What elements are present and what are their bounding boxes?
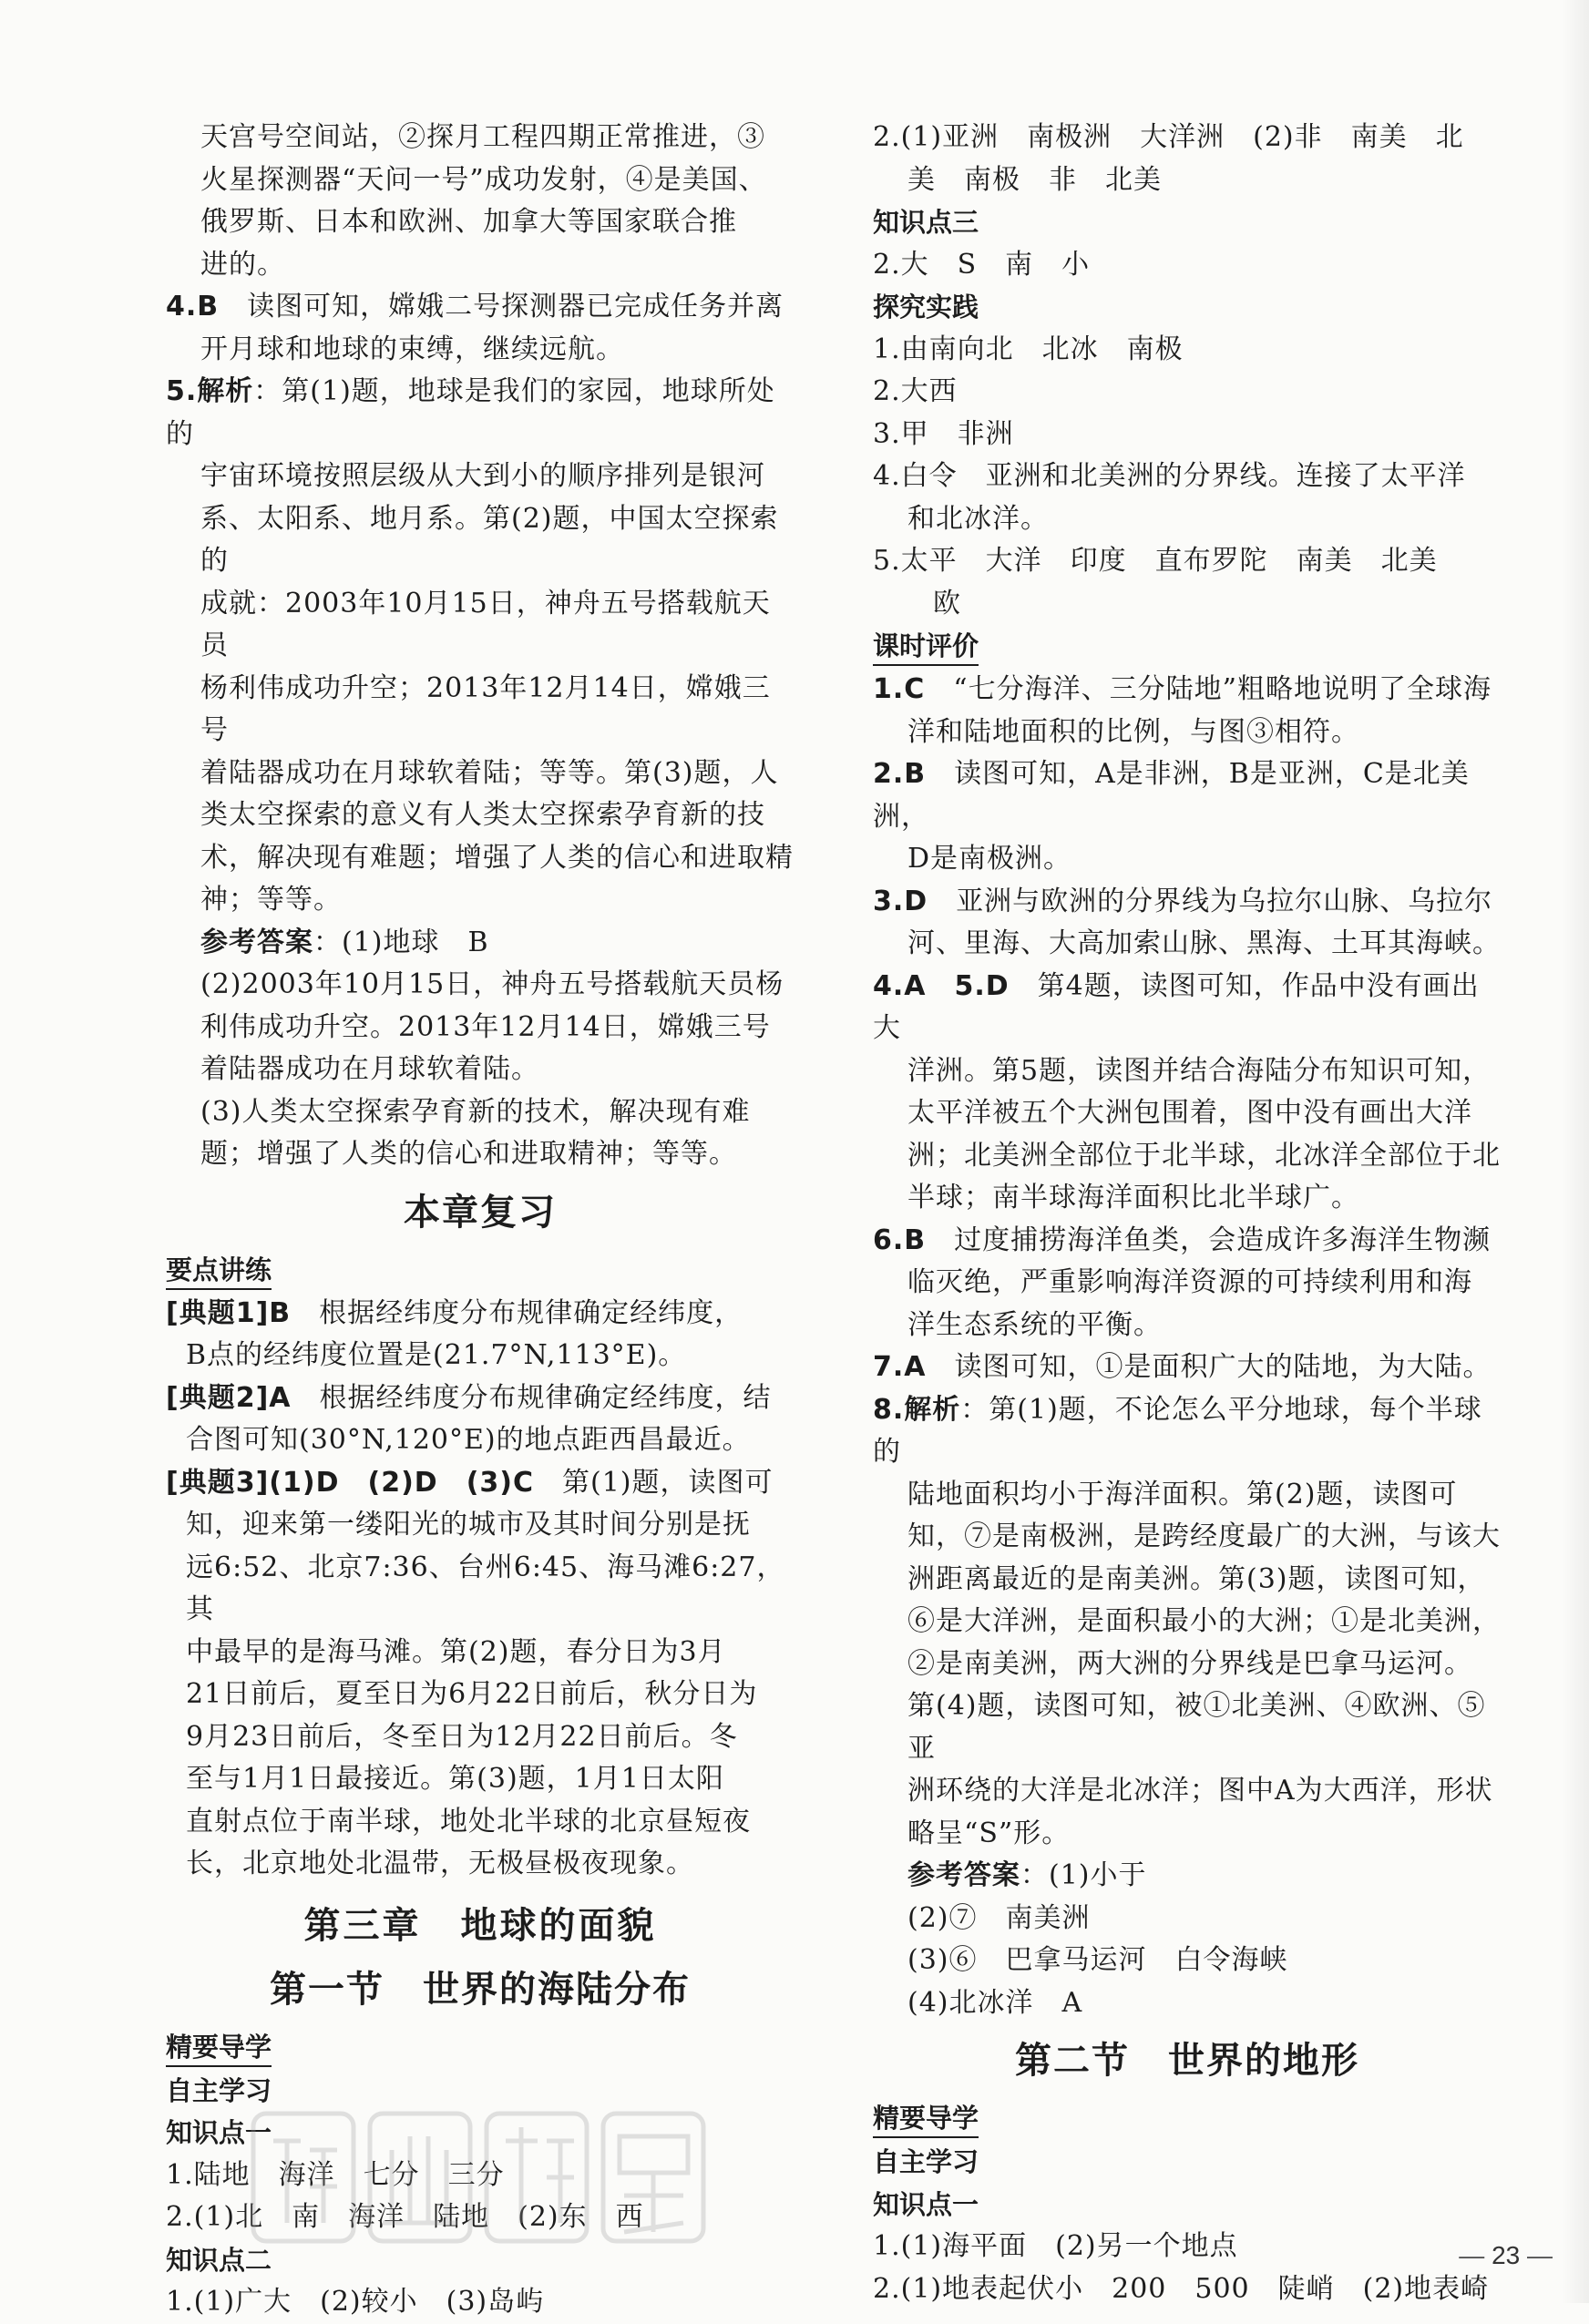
text-line: 第(4)题，读图可知，被①北美洲、④欧洲、⑤亚 xyxy=(907,1690,1486,1765)
text-line: 欧 xyxy=(933,587,961,619)
text-line: 着陆器成功在月球软着陆。 xyxy=(200,1053,539,1085)
eval-6 xyxy=(873,1220,1502,1263)
text-line: 俄罗斯、日本和欧洲、加拿大等国家联合推 xyxy=(200,206,737,238)
section-label: 课时评价 xyxy=(873,629,979,666)
text-line: 根据经纬度分布规律确定经纬度， xyxy=(319,1296,743,1329)
knowledge-point-label: 知识点一 xyxy=(166,2117,272,2148)
text-line: 知，迎来第一缕阳光的城市及其时间分别是抚 xyxy=(186,1509,751,1541)
text-line: 杨利伟成功升空；2013年12月14日，嫦娥三号 xyxy=(200,671,771,746)
right-column xyxy=(873,117,1502,2310)
answer-label: 参考答案 xyxy=(907,1859,1020,1891)
eval-7 xyxy=(873,1346,1502,1389)
subsection-label: 探究实践 xyxy=(873,292,979,322)
text-line: 火星探测器“天问一号”成功发射，④是美国、 xyxy=(200,163,767,196)
text-line: 直射点位于南半球，地处北半球的北京昼短夜 xyxy=(186,1805,751,1838)
subsection-label: 自主学习 xyxy=(873,2146,979,2177)
eval-3 xyxy=(873,881,1502,924)
text-line: ：第(1)题，不论怎么平分地球，每个半球的 xyxy=(873,1393,1482,1468)
eval-2 xyxy=(873,753,1502,838)
question-4 xyxy=(166,286,794,329)
text-line: 读图可知，嫦娥二号探测器已完成任务并离 xyxy=(247,291,784,322)
text-line: (2)2003年10月15日，神舟五号搭载航天员杨 xyxy=(200,968,784,1000)
question-number: 5.解析 xyxy=(166,375,254,407)
text-line: 和北冰洋。 xyxy=(907,502,1049,535)
text-line: 根据经纬度分布规律确定经纬度，结 xyxy=(319,1381,772,1414)
text-line: 太平洋被五个大洲包围着，图中没有画出大洋 xyxy=(907,1097,1472,1129)
text-line: 2.大西 xyxy=(873,375,958,407)
text-line: 1.由南向北 北冰 南极 xyxy=(873,333,1184,365)
text-line: 1.陆地 海洋 七分 三分 xyxy=(166,2158,505,2191)
text-line: 洲距离最近的是南美洲。第(3)题，读图可知， xyxy=(907,1562,1486,1595)
page-number: — 23 — xyxy=(1459,2241,1553,2270)
text-line: 2.大 S 南 小 xyxy=(873,248,1091,281)
text-line: 21日前后，夏至日为6月22日前后，秋分日为 xyxy=(186,1678,758,1710)
text-line: 洋洲。第5题，读图并结合海陆分布知识可知， xyxy=(907,1054,1492,1087)
text-line: 1.(1)广大 (2)较小 (3)岛屿 xyxy=(166,2286,545,2318)
text-line: 5.太平 大洋 印度 直布罗陀 南美 北美 xyxy=(873,545,1438,577)
text-line: 远6:52、北京7:36、台州6:45、海马滩6:27，其 xyxy=(186,1551,785,1625)
text-line: 半球；南半球海洋面积比北半球广。 xyxy=(907,1182,1359,1213)
text-line: 美 南极 非 北美 xyxy=(907,163,1162,196)
scan-edge-shadow xyxy=(1562,0,1589,2303)
answer-label: 参考答案 xyxy=(200,926,313,958)
knowledge-point-label: 知识点一 xyxy=(873,2188,979,2220)
question-number: 8.解析 xyxy=(873,1393,961,1426)
knowledge-point-label: 知识点三 xyxy=(873,207,979,238)
chapter-title: 第三章 地球的面貌 xyxy=(303,1904,657,1947)
text-line: 合图可知(30°N,120°E)的地点距西昌最近。 xyxy=(186,1424,751,1456)
question-number: 4.A 5.D xyxy=(873,969,1010,1002)
text-line: ：第(1)题，地球是我们的家园，地球所处的 xyxy=(166,375,775,450)
eval-8 xyxy=(873,1389,1502,1474)
section-label: 要点讲练 xyxy=(166,1253,272,1290)
question-number: 7.A xyxy=(873,1351,927,1383)
text-line: 类太空探索的意义有人类太空探索孕育新的技 xyxy=(200,799,765,831)
question-number: 6.B xyxy=(873,1223,927,1256)
text-line: 至与1月1日最接近。第(3)题，1月1日太阳 xyxy=(186,1763,724,1795)
question-number: 1.C xyxy=(873,673,926,705)
text-line: 河、里海、大高加索山脉、黑海、土耳其海峡。 xyxy=(907,927,1501,959)
example-tag: [典题3] xyxy=(166,1466,270,1499)
text-line: 第(1)题，读图可 xyxy=(562,1466,774,1499)
text-line: 临灭绝，严重影响海洋资源的可持续利用和海 xyxy=(907,1266,1472,1298)
question-number: 3.D xyxy=(873,885,928,917)
text-line: 1.(1)海平面 (2)另一个地点 xyxy=(873,2230,1238,2262)
text-line: 洲环绕的大洋是北冰洋；图中A为大西洋，形状 xyxy=(907,1775,1493,1807)
text-line: 神；等等。 xyxy=(200,884,342,916)
example-3 xyxy=(166,1462,794,1505)
left-column xyxy=(166,117,794,2324)
example-tag: [典题2]A xyxy=(166,1381,292,1414)
text-line: 略呈“S”形。 xyxy=(907,1817,1071,1849)
text-line: 洋和陆地面积的比例，与图③相符。 xyxy=(907,715,1359,748)
text-line: D是南极洲。 xyxy=(907,843,1072,875)
text-line: ②是南美洲，两大洲的分界线是巴拿马运河。 xyxy=(907,1647,1472,1680)
section-title: 第二节 世界的地形 xyxy=(1015,2040,1359,2082)
text-line: 读图可知，①是面积广大的陆地，为大陆。 xyxy=(954,1351,1492,1383)
text-line: “七分海洋、三分陆地”粗略地说明了全球海 xyxy=(953,673,1492,705)
text-line: 成就：2003年10月15日，神舟五号搭载航天员 xyxy=(200,587,771,661)
text-line: (3)⑥ 巴拿马运河 白令海峡 xyxy=(907,1944,1288,1976)
text-line: 题；增强了人类的信心和进取精神；等等。 xyxy=(200,1138,737,1170)
question-number: 2.B xyxy=(873,758,927,790)
subsection-label: 自主学习 xyxy=(166,2074,272,2106)
eval-1 xyxy=(873,669,1502,712)
text-line: (2)⑦ 南美洲 xyxy=(907,1901,1091,1934)
text-line: 2.(1)北 南 海洋 陆地 (2)东 西 xyxy=(166,2201,644,2233)
eval-4-5 xyxy=(873,966,1502,1050)
text-line: ⑥是大洋洲，是面积最小的大洲；①是北美洲， xyxy=(907,1605,1501,1637)
text-line: 宇宙环境按照层级从大到小的顺序排列是银河 xyxy=(200,460,765,492)
text-line: 长，北京地处北温带，无极昼极夜现象。 xyxy=(186,1848,694,1879)
chapter-review-title: 本章复习 xyxy=(404,1191,557,1234)
reference-answer xyxy=(166,922,794,965)
text-line: 2.(1)亚洲 南极洲 大洋洲 (2)非 南美 北 xyxy=(873,121,1464,153)
question-number: 4.B xyxy=(166,291,220,322)
text-line: B点的经纬度位置是(21.7°N,113°E)。 xyxy=(186,1339,687,1371)
text-line: 第4题，读图可知，作品中没有画出大 xyxy=(873,969,1480,1044)
example-tag: [典题1]B xyxy=(166,1296,292,1329)
text-line: (4)北冰洋 A xyxy=(907,1986,1083,2019)
example-2 xyxy=(166,1377,794,1420)
text-line: 利伟成功升空。2013年12月14日，嫦娥三号 xyxy=(200,1010,771,1043)
text-line: 天宫号空间站，②探月工程四期正常推进，③ xyxy=(200,121,765,153)
watermark-logo xyxy=(246,2086,720,2268)
knowledge-point-label: 知识点二 xyxy=(166,2244,272,2276)
example-1 xyxy=(166,1293,794,1336)
reference-answer xyxy=(873,1855,1502,1898)
text-line: 术，解决现有难题；增强了人类的信心和进取精 xyxy=(200,841,794,874)
text-line: 进的。 xyxy=(200,248,285,281)
text-line: 3.甲 非洲 xyxy=(873,417,1014,450)
text-line: 中最早的是海马滩。第(2)题，春分日为3月 xyxy=(186,1635,726,1668)
text-line: 知，⑦是南极洲，是跨经度最广的大洲，与该大 xyxy=(907,1520,1501,1552)
text-line: 洋生态系统的平衡。 xyxy=(907,1308,1162,1341)
example-answers: (1)D (2)D (3)C xyxy=(269,1466,535,1499)
text-line: ：(1)小于 xyxy=(1020,1859,1147,1891)
text-line: 亚洲与欧洲的分界线为乌拉尔山脉、乌拉尔 xyxy=(956,885,1493,917)
text-line: ：(1)地球 B xyxy=(313,926,489,958)
text-line: 陆地面积均小于海洋面积。第(2)题，读图可 xyxy=(907,1478,1458,1510)
text-line: (3)人类太空探索孕育新的技术，解决现有难 xyxy=(200,1095,751,1128)
text-line: 读图可知，A是非洲，B是亚洲，C是北美洲， xyxy=(873,758,1470,833)
question-5 xyxy=(166,371,794,456)
text-line: 系、太阳系、地月系。第(2)题，中国太空探索的 xyxy=(200,502,779,577)
section-title: 第一节 世界的海陆分布 xyxy=(270,1968,691,2011)
text-line: 过度捕捞海洋鱼类，会造成许多海洋生物濒 xyxy=(954,1223,1492,1256)
text-line: 9月23日前后，冬至日为12月22日前后。冬 xyxy=(186,1720,738,1753)
section-label: 精要导学 xyxy=(166,2030,272,2067)
text-line: 洲；北美洲全部位于北半球，北冰洋全部位于北 xyxy=(907,1139,1501,1172)
text-line: 2.(1)地表起伏小 200 500 陡峭 (2)地表崎 xyxy=(873,2272,1490,2305)
section-label: 精要导学 xyxy=(873,2101,979,2138)
text-line: 4.白令 亚洲和北美洲的分界线。连接了太平洋 xyxy=(873,460,1466,492)
text-line: 着陆器成功在月球软着陆；等等。第(3)题，人 xyxy=(200,756,779,789)
text-line: 开月球和地球的束缚，继续远航。 xyxy=(200,333,624,365)
